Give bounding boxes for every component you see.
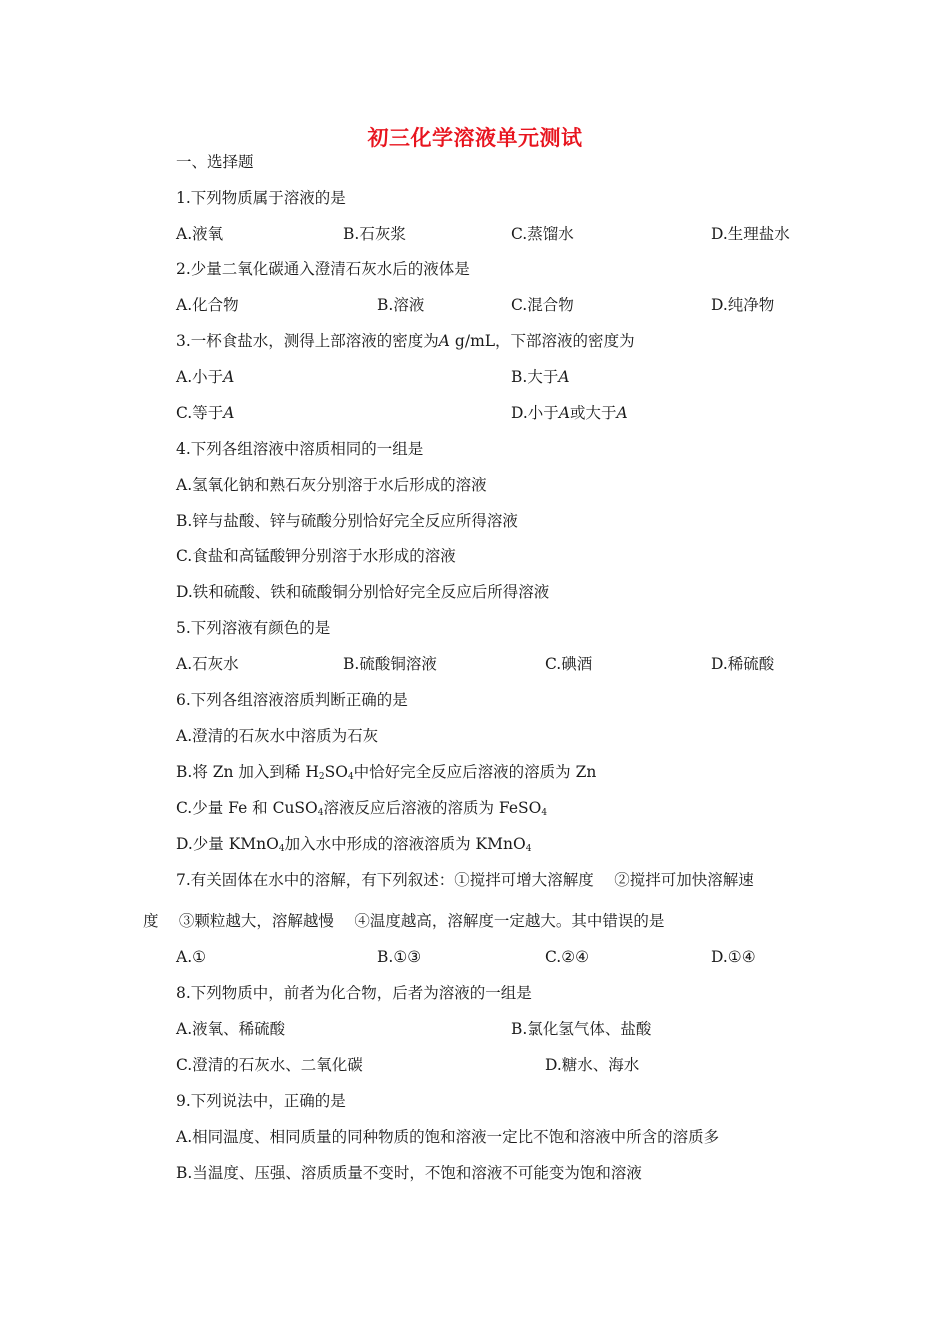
section-heading: 一、选择题 [176, 153, 254, 171]
subscript: 4 [278, 844, 285, 854]
density-variable: A [558, 404, 571, 422]
question-2-option-b: B.溶液 [377, 296, 425, 314]
question-1-stem: 1.下列物质属于溶液的是 [176, 189, 346, 207]
option-text: 中恰好完全反应后溶液的溶质为 Zn [353, 763, 597, 781]
question-3-stem-text: 3.一杯食盐水，测得上部溶液的密度为 [176, 332, 439, 350]
question-8-option-b: B.氯化氢气体、盐酸 [511, 1020, 652, 1038]
question-4-stem: 4.下列各组溶液中溶质相同的一组是 [176, 440, 424, 458]
question-2-stem: 2.少量二氧化碳通入澄清石灰水后的液体是 [176, 260, 470, 278]
question-2-option-c: C.混合物 [511, 296, 574, 314]
density-variable: A [223, 368, 235, 386]
question-3-option-d [511, 403, 628, 423]
option-text: C.少量 Fe 和 CuSO [176, 799, 318, 817]
option-text: 溶液反应后溶液的溶质为 FeSO [323, 799, 542, 817]
subscript: 4 [541, 808, 548, 818]
page-title: 初三化学溶液单元测试 [367, 126, 583, 150]
question-5-option-c: C.碘酒 [545, 655, 593, 673]
question-7-stem: 7.有关固体在水中的溶解，有下列叙述：①搅拌可增大溶解度 ②搅拌可加快溶解速 [176, 871, 754, 889]
subscript: 4 [317, 808, 324, 818]
question-6-stem: 6.下列各组溶液溶质判断正确的是 [176, 691, 408, 709]
question-2-option-a: A.化合物 [176, 296, 239, 314]
question-5-option-b: B.硫酸铜溶液 [343, 655, 437, 673]
question-3-option-b [511, 367, 570, 387]
question-8-option-d: D.糖水、海水 [545, 1056, 640, 1074]
option-text: B.将 Zn 加入到稀 H [176, 763, 319, 781]
option-text: 或大于 [570, 404, 617, 422]
question-7-option-c: C.②④ [545, 948, 590, 966]
option-text: SO [324, 763, 348, 781]
question-3-stem-text-end: g/mL，下部溶液的密度为 [450, 332, 635, 350]
density-variable: A [223, 404, 235, 422]
subscript: 4 [525, 844, 532, 854]
question-5-stem: 5.下列溶液有颜色的是 [176, 619, 331, 637]
question-6-option-a: A.澄清的石灰水中溶质为石灰 [176, 727, 379, 745]
question-4-option-b: B.锌与盐酸、锌与硫酸分别恰好完全反应所得溶液 [176, 512, 518, 530]
question-6-option-c [176, 798, 547, 818]
question-5-option-d: D.稀硫酸 [711, 655, 775, 673]
question-7-stem-continued: 度 ③颗粒越大，溶解越慢 ④温度越高，溶解度一定越大。其中错误的是 [143, 912, 665, 930]
question-5-option-a: A.石灰水 [176, 655, 239, 673]
question-3-option-c [176, 403, 234, 423]
subscript: 2 [318, 772, 325, 782]
question-9-option-a: A.相同温度、相同质量的同种物质的饱和溶液一定比不饱和溶液中所含的溶质多 [176, 1128, 720, 1146]
option-text: D.小于 [511, 404, 559, 422]
question-1-option-c: C.蒸馏水 [511, 225, 574, 243]
question-4-option-d: D.铁和硫酸、铁和硫酸铜分别恰好完全反应后所得溶液 [176, 583, 550, 601]
question-2-option-d: D.纯净物 [711, 296, 775, 314]
question-7-option-b: B.①③ [377, 948, 422, 966]
option-text: B.大于 [511, 368, 559, 386]
question-1-option-d: D.生理盐水 [711, 225, 790, 243]
density-variable: A [558, 368, 570, 386]
question-8-option-c: C.澄清的石灰水、二氧化碳 [176, 1056, 363, 1074]
question-6-option-b [176, 762, 596, 782]
question-9-option-b: B.当温度、压强、溶质质量不变时，不饱和溶液不可能变为饱和溶液 [176, 1164, 642, 1182]
question-8-stem: 8.下列物质中，前者为化合物，后者为溶液的一组是 [176, 984, 532, 1002]
option-text: A.小于 [176, 368, 224, 386]
option-text: D.少量 KMnO [176, 835, 279, 853]
question-3-option-a [176, 367, 234, 387]
question-6-option-d [176, 834, 531, 854]
option-text: 加入水中形成的溶液溶质为 KMnO [284, 835, 526, 853]
question-4-option-a: A.氢氧化钠和熟石灰分别溶于水后形成的溶液 [176, 476, 487, 494]
question-1-option-a: A.液氧 [176, 225, 224, 243]
question-7-option-a: A.① [176, 948, 207, 966]
question-7-option-d: D.①④ [711, 948, 756, 966]
question-1-option-b: B.石灰浆 [343, 225, 406, 243]
question-4-option-c: C.食盐和高锰酸钾分别溶于水形成的溶液 [176, 547, 456, 565]
question-9-stem: 9.下列说法中，正确的是 [176, 1092, 346, 1110]
density-variable: A [438, 332, 450, 350]
option-text: C.等于 [176, 404, 224, 422]
question-3-stem [176, 331, 635, 351]
density-variable: A [616, 404, 628, 422]
question-8-option-a: A.液氧、稀硫酸 [176, 1020, 286, 1038]
subscript: 4 [347, 772, 354, 782]
